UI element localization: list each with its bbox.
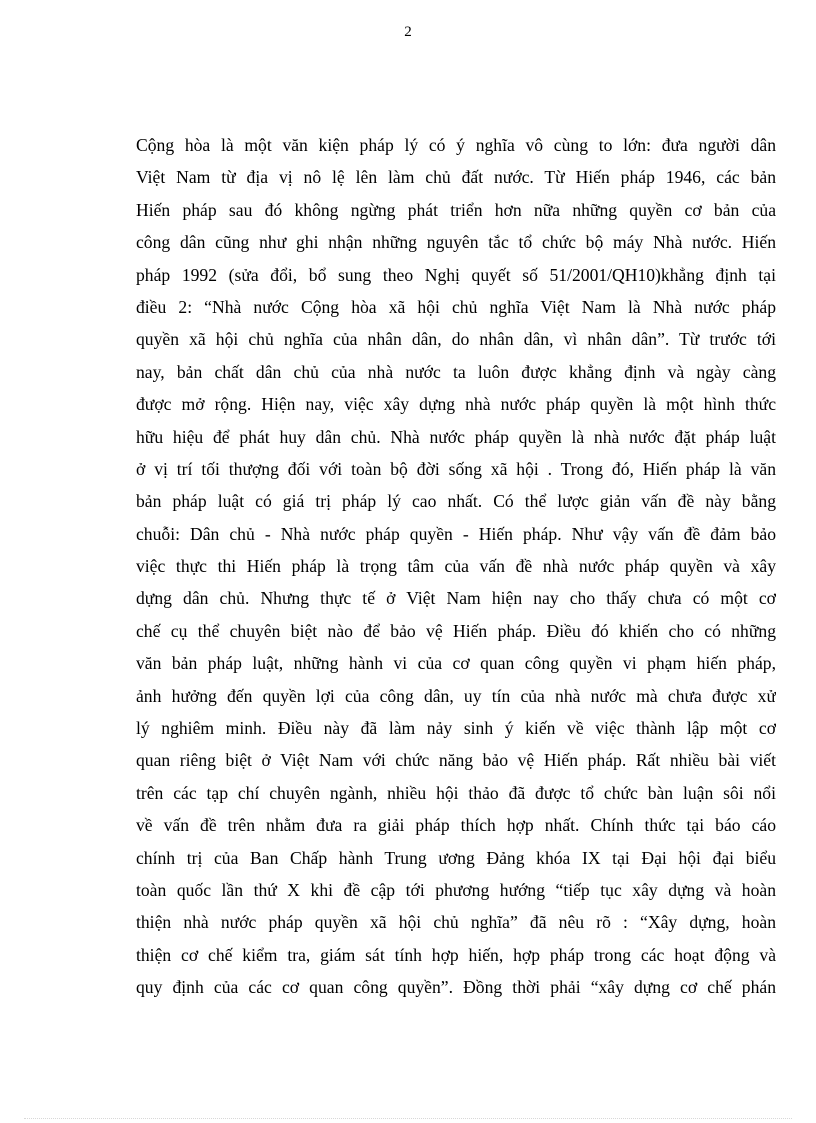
text-line: điều 2: “Nhà nước Cộng hòa xã hội chủ nghĩa Việt Nam là Nhà nước pháp — [136, 296, 776, 317]
text-line: nay, bản chất dân chủ của nhà nước ta luôn được khẳng định và ngày càng — [136, 361, 776, 382]
text-line: trên các tạp chí chuyên ngành, nhiều hội thảo đã được tổ chức bàn luận sôi nổi — [136, 782, 776, 803]
text-line: pháp 1992 (sửa đổi, bổ sung theo Nghị quyết số 51/2001/QH10)khẳng định tại — [136, 264, 776, 285]
page-number: 2 — [404, 24, 412, 40]
text-line: ảnh hưởng đến quyền lợi của công dân, uy tín của nhà nước mà chưa được xử — [136, 685, 776, 706]
text-line: bản pháp luật có giá trị pháp lý cao nhất. Có thể lược giản vấn đề này bằng — [136, 491, 776, 512]
text-line: Việt Nam từ địa vị nô lệ lên làm chủ đất nước. Từ Hiến pháp 1946, các bản — [136, 167, 776, 188]
text-line: chuỗi: Dân chủ - Nhà nước pháp quyền - Hiến pháp. Như vậy vấn đề đảm bảo — [136, 523, 776, 544]
text-line: công dân cũng như ghi nhận những nguyên tắc tổ chức bộ máy Nhà nước. Hiến — [136, 232, 776, 253]
body-paragraph — [136, 129, 776, 1004]
text-line: quy định của các cơ quan công quyền”. Đồng thời phải “xây dựng cơ chế phán — [136, 977, 776, 998]
text-line: ở vị trí tối thượng đối với toàn bộ đời sống xã hội . Trong đó, Hiến pháp là văn — [136, 458, 776, 479]
text-line: lý nghiêm minh. Điều này đã làm nảy sinh ý kiến về việc thành lập một cơ — [136, 718, 776, 739]
text-line: việc thực thi Hiến pháp là trọng tâm của vấn đề nhà nước pháp quyền và xây — [136, 556, 776, 577]
text-line: văn bản pháp luật, những hành vi của cơ quan công quyền vi phạm hiến pháp, — [136, 653, 776, 674]
text-line: thiện nhà nước pháp quyền xã hội chủ nghĩa” đã nêu rõ : “Xây dựng, hoàn — [136, 912, 776, 933]
text-line: Cộng hòa là một văn kiện pháp lý có ý nghĩa vô cùng to lớn: đưa người dân — [136, 135, 776, 155]
text-line: hữu hiệu để phát huy dân chủ. Nhà nước pháp quyền là nhà nước đặt pháp luật — [136, 426, 776, 447]
text-line: chế cụ thể chuyên biệt nào để bảo vệ Hiến pháp. Điều đó khiến cho có những — [136, 620, 776, 641]
text-line: được mở rộng. Hiện nay, việc xây dựng nhà nước pháp quyền là một hình thức — [136, 394, 776, 415]
text-line: quyền xã hội chủ nghĩa của nhân dân, do nhân dân, vì nhân dân”. Từ trước tới — [136, 329, 776, 350]
text-line: toàn quốc lần thứ X khi đề cập tới phương hướng “tiếp tục xây dựng và hoàn — [136, 879, 776, 900]
text-line: chính trị của Ban Chấp hành Trung ương Đảng khóa IX tại Đại hội đại biểu — [136, 847, 776, 868]
text-line: quan riêng biệt ở Việt Nam với chức năng bảo vệ Hiến pháp. Rất nhiều bài viết — [136, 750, 776, 771]
page-bottom-divider — [24, 1118, 792, 1119]
text-line: dựng dân chủ. Nhưng thực tế ở Việt Nam hiện nay cho thấy chưa có một cơ — [136, 588, 776, 609]
text-line: Hiến pháp sau đó không ngừng phát triển hơn nữa những quyền cơ bản của — [136, 199, 776, 220]
text-line: về vấn đề trên nhằm đưa ra giải pháp thích hợp nhất. Chính thức tại báo cáo — [136, 815, 776, 836]
text-line: thiện cơ chế kiểm tra, giám sát tính hợp hiến, hợp pháp trong các hoạt động và — [136, 944, 776, 965]
